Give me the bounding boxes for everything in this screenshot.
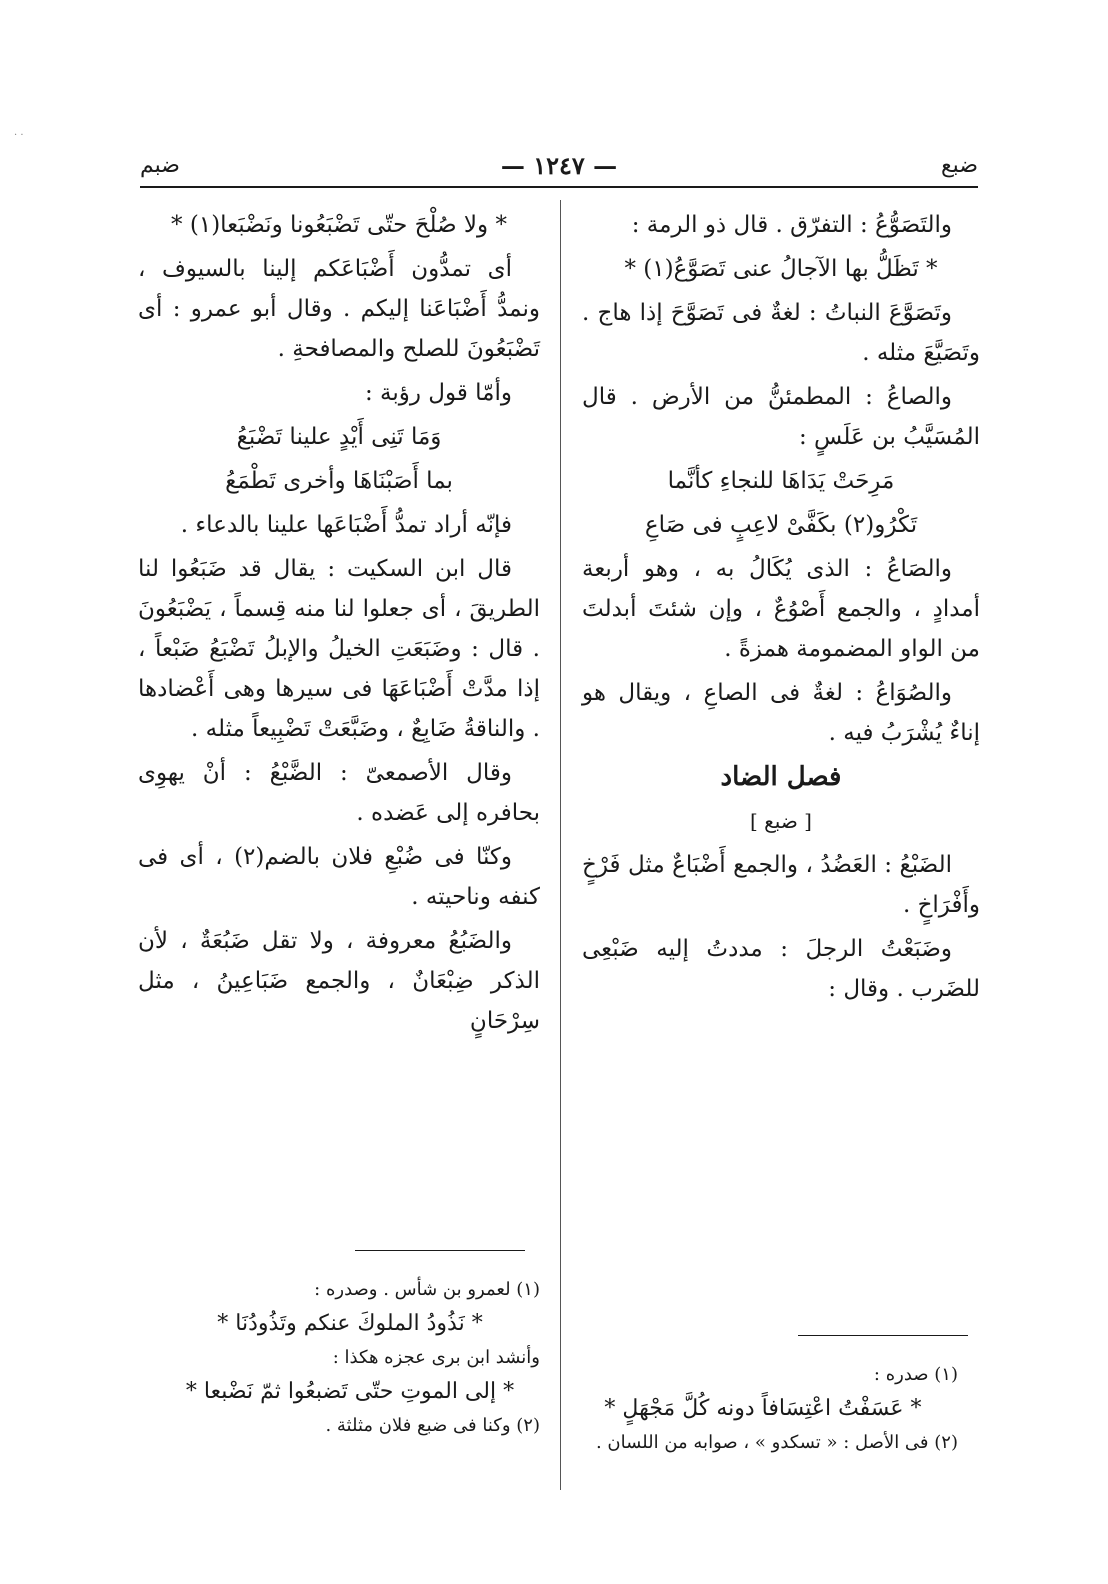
paragraph: الضَبْعُ : العَضُدُ ، والجمع أَضْبَاعٌ مثل فَرْخٍ وأَفْرَاخٍ . [582,852,980,918]
footnote: (١) لعمرو بن شأس . وصدره : [314,1279,540,1300]
paragraph: فإنّه أراد تمدُّ أَضْبَاعَها علينا بالدعاء . [180,512,512,538]
paragraph: وضَبَعْتُ الرجلَ : مددتُ إليه ضَبْعِى للضَرب . وقال : [582,936,980,1002]
footnotes-right [568,1360,958,1462]
paragraph: وكنّا فى ضُبْعِ فلان بالضم(٢) ، أى فى كنفه وناحيته . [138,844,540,910]
verse-line: وَمَا تَنِى أَيْدٍ علينا تَضْبَعُ [236,424,442,450]
paragraph: والضَبُعُ معروفة ، ولا تقل ضَبُعَةٌ ، لأن الذكر ضِبْعَانٌ ، والجمع ضَبَاعِينُ ، مثل سِرْحَانٍ [138,928,540,1034]
footnote-rule-right [798,1335,968,1336]
footnote-verse: * نَذُودُ الملوكَ عنكم وتَذُودُنَا * [217,1311,483,1336]
paragraph: وقال الأصمعىّ : الضَّبْعُ : أنْ يهوِى بحافره إلى عَضده . [138,760,540,826]
header-entry-left: ضبم [140,153,180,178]
paragraph: قال ابن السكيت : يقال قد ضَبَعُوا لنا الطريقَ ، أى جعلوا لنا منه قِسماً ، يَضْبَعُونَ . قال : وضَبَعَتِ الخيلُ والإبلُ تَضْبَعُ ضَبْعاً ، إذا مدَّتْ أَضْبَاعَهَا فى سيرها وهى أَعْضادها . والناقةُ ضَابِعٌ ، وضَبَّعَتْ تَضْبِيعاً مثله . [138,556,540,742]
paragraph: أى تمدُّون أَضْبَاعَكم إلينا بالسيوف ، ونمدُّ أَضْبَاعَنا إليكم . وقال أبو عمرو : أى تَضْبَعُونَ للصلح والمصافحةِ . [138,256,540,362]
header-entry-right: ضبع [940,153,978,178]
entry-root-heading: [ ضبع ] [750,809,812,833]
column-divider [560,200,561,1490]
page-number: — ١٢٤٧ — [500,151,618,180]
footnote: (٢) فى الأصل : « تسكدو » ، صوابه من اللسان . [595,1432,958,1453]
running-header [140,150,978,188]
footnote: وأنشد ابن برى عجزه هكذا : [332,1347,540,1368]
footnote-rule-left [355,1250,525,1251]
verse-line: بما أَصَبْنَاهَا وأخرى تَطْمَعُ [225,468,453,494]
verse-line: تَكْرُو(٢) بكَفَّىْ لاعِبٍ فى صَاعِ [644,512,918,538]
paragraph: والصُوَاعُ : لغةٌ فى الصاعِ ، ويقال هو إناءٌ يُشْرَبُ فيه . [582,680,980,746]
right-column [582,205,980,1013]
section-heading: فصل الضاد [720,762,842,792]
footnote-verse: * عَسَفْتُ اعْتِسَافاً دونه كُلَّ مَجْهَلٍ * [604,1396,922,1421]
paragraph: والصَاعُ : الذى يُكَالُ به ، وهو أربعة أمدادٍ ، والجمع أَصْوُعٌ ، وإن شئتَ أبدلتَ من الواو المضمومة همزةً . [582,556,980,662]
paragraph: والصاعُ : المطمئنُّ من الأرض . قال المُسَيَّبُ بن عَلَسٍ : [582,384,980,450]
left-column [138,205,540,1045]
verse-line: مَرِحَتْ يَدَاهَا للنجاءِ كأنَّما [667,468,895,494]
paragraph: وأمّا قول رؤبة : [364,380,512,406]
paragraph: والتَصَوُّعُ : التفرّق . قال ذو الرمة : [631,212,952,238]
verse-line: * تَظَلُّ بها الآجالُ عنى تَصَوَّعُ(١) * [624,256,938,282]
scan-speck: · · [14,130,24,141]
footnote-verse: * إلى الموتِ حتّى تَضبعُوا ثمّ نَضْبعا * [185,1379,515,1404]
verse-line: * ولا صُلْحَ حتّى تَضْبَعُونا ونَضْبَعا(١) * [171,212,507,238]
footnote: (٢) وكنا فى ضبع فلان مثلثة . [325,1415,540,1436]
footnotes-left [160,1275,540,1445]
footnote: (١) صدره : [873,1364,958,1385]
paragraph: وتَصَوَّعَ النباتُ : لغةٌ فى تَصَوَّحَ إذا هاج . وتَصَيَّعَ مثله . [582,300,980,366]
